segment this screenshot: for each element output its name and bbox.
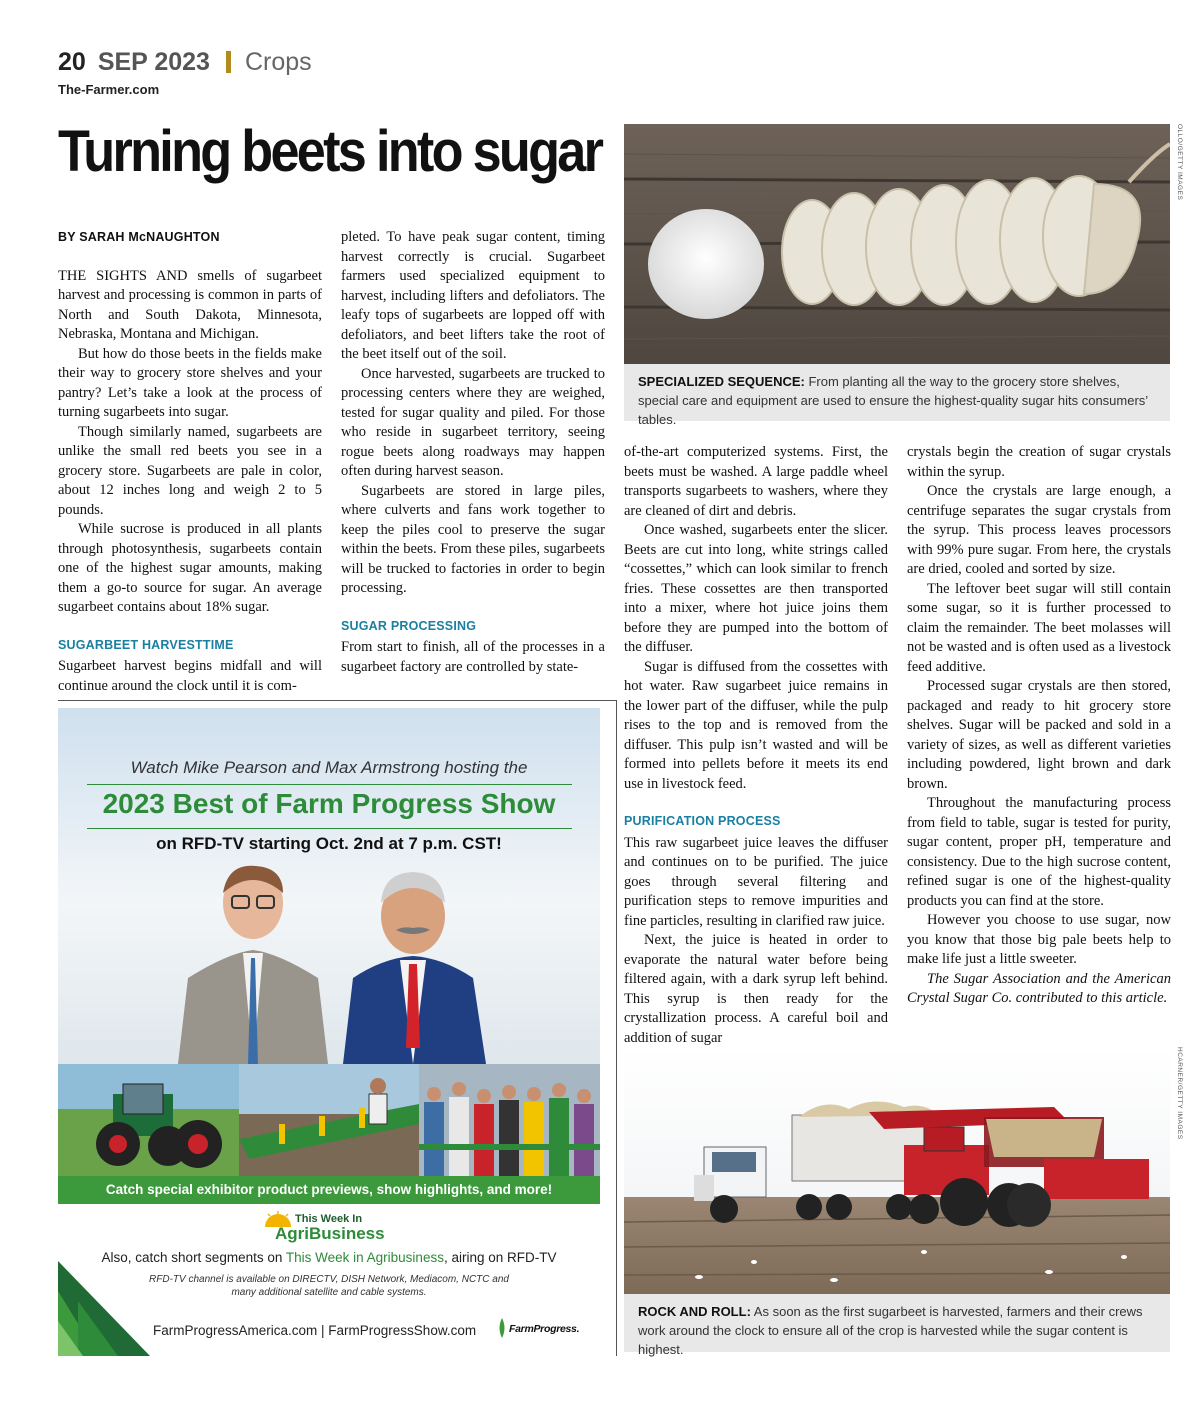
ad-fine-print: RFD-TV channel is available on DIRECTV, DISH Network, Mediacom, NCTC and many additional satellite and cable systems. <box>149 1274 509 1298</box>
site-url: The-Farmer.com <box>58 82 160 97</box>
also-show-name[interactable]: This Week in Agribusiness <box>285 1250 444 1265</box>
paragraph: Once washed, sugarbeets enter the slicer. Beets are cut into long, white strings called “cossettes,” which can look similar to french fries. These cossettes are then transported into a mixer, where hot juice joins them before they are pumped into the bottom of the diffuser. <box>624 522 888 655</box>
subhead: SUGAR PROCESSING <box>341 618 477 633</box>
article-column-2 <box>341 228 605 677</box>
triangle-graphic <box>58 1261 150 1356</box>
logo-main-text: AgriBusiness <box>275 1224 385 1243</box>
article-credit: The Sugar Association and the American Crystal Sugar Co. contributed to this article. <box>907 970 1171 1006</box>
ad-highlights-band: Catch special exhibitor product previews, show highlights, and more! <box>58 1176 600 1204</box>
logo-top-text: This Week In <box>295 1213 363 1225</box>
ad-rule <box>87 828 572 829</box>
sugar-beet-photo <box>624 124 1170 364</box>
folio-divider <box>226 51 231 73</box>
subhead: PURIFICATION PROCESS <box>624 814 781 828</box>
sugar-beet-illustration <box>624 124 1170 364</box>
planter-photo <box>239 1064 419 1176</box>
article-column-4 <box>907 443 1171 1009</box>
folio <box>58 46 312 78</box>
paragraph: Sugarbeet harvest begins midfall and will continue around the clock until it is com- <box>58 658 322 694</box>
ad-border-top <box>58 700 616 701</box>
paragraph: Processed sugar crystals are then stored, packaged and ready to hit grocery store shelves. Sugar will be packed and sold in a variety of sizes, as well as different varieties including powdered, light brown and dark brown. <box>907 678 1171 792</box>
paragraph: pleted. To have peak sugar content, timing harvest correctly is crucial. Sugarbeet farmers used specialized equipment to harvest, including lifters and defoliators. The leafy tops of sugarbeets are lopped off with defoliators, and beet lifters take the root of the beet itself out of the soil. <box>341 229 605 362</box>
page-number: 20 <box>58 47 86 76</box>
caption-label: SPECIALIZED SEQUENCE: <box>638 374 805 389</box>
ad-rule <box>87 784 572 785</box>
paragraph: Sugar is diffused from the cossettes with hot water. Raw sugarbeet juice remains in the lower part of the diffuser, while the pulp rises to the top and is removed from the diffuser. This pulp isn’t wasted and will be formed into pellets before it meets its end use in livestock feed. <box>624 658 888 792</box>
farm-progress-logo <box>495 1314 590 1340</box>
caption-text: As soon as the first sugarbeet is harvested, farmers and their crews work around the clock to ensure all of the crop is harvested while the sugar content is highest. <box>638 1304 1143 1357</box>
also-prefix: Also, catch short segments on <box>101 1250 286 1265</box>
paragraph: Once harvested, sugarbeets are trucked to processing centers where they are weighed, tested for sugar quality and piled. For those who reside in sugarbeet territory, seeing rogue beets along roadways may happen often during harvest season. <box>341 365 605 479</box>
paragraph: But how do those beets in the fields make their way to grocery store shelves and your pantry? Let’s take a look at the process of turning sugarbeets into sugar. <box>58 345 322 420</box>
paragraph: Next, the juice is heated in order to evaporate the natural water before being filtered again, with a dark syrup left behind. This syrup is then ready for the crystallization process. A careful boil and addition of sugar <box>624 932 888 1046</box>
harvest-photo <box>624 1047 1170 1294</box>
paragraph: Though similarly named, sugarbeets are unlike the small red beets you see in a grocery store. Sugarbeets are pale in color, about 12 inches long and weigh 2 to 5 pounds. <box>58 423 322 518</box>
caption-label: ROCK AND ROLL: <box>638 1304 751 1319</box>
tractor-photo <box>58 1064 239 1176</box>
ad-watch-line: Watch Mike Pearson and Max Armstrong hosting the <box>130 758 528 777</box>
paragraph: From start to finish, all of the processes in a sugarbeet factory are controlled by state- <box>341 639 605 675</box>
hosts-photo <box>168 858 498 1064</box>
harvest-illustration <box>624 1047 1170 1294</box>
ad-subtitle: on RFD-TV starting Oct. 2nd at 7 p.m. CST! <box>156 834 502 853</box>
paragraph: crystals begin the creation of sugar crystals within the syrup. <box>907 444 1171 480</box>
crowd-photo <box>419 1064 600 1176</box>
paragraph: However you choose to use sugar, now you know that those big pale beets help to make life just a little sweeter. <box>907 912 1171 967</box>
ad-title: 2023 Best of Farm Progress Show <box>102 788 556 819</box>
paragraph: Throughout the manufacturing process from field to table, sugar is tested for purity, sugar content, proper pH, temperature and consistency. Due to the high sucrose content, refined sugar is one of the highest-quality products you can find at the store. <box>907 795 1171 909</box>
paragraph: While sucrose is produced in all plants through photosynthesis, sugarbeets contain one of the highest sugar amounts, making them a go-to source for sugar. An average sugarbeet contains about 18% sugar. <box>58 521 322 615</box>
article-column-3 <box>624 443 888 1048</box>
photo-credit: OLLO/GETTY IMAGES <box>1176 124 1183 201</box>
photo-caption <box>624 1294 1170 1357</box>
this-week-in-agribusiness-logo <box>263 1211 398 1247</box>
photo-caption <box>624 364 1170 427</box>
photo-credit: HCARNER/GETTY IMAGES <box>1176 1047 1183 1140</box>
ad-photo-strip <box>58 1064 600 1176</box>
paragraph: The leftover beet sugar will still contain some sugar, so it is further processed to claim the remainder. The beet molasses will not be wasted and is often used as a livestock feed additive. <box>907 580 1171 675</box>
section-name: Crops <box>244 47 312 76</box>
ad-border-right <box>616 700 617 1356</box>
paragraph: THE SIGHTS AND smells of sugarbeet harvest and processing is common in parts of North and South Dakota, Minnesota, Nebraska, Montana and Michigan. <box>58 267 322 342</box>
subhead: SUGARBEET HARVESTTIME <box>58 637 234 652</box>
article-column-1 <box>58 228 322 696</box>
caption-text: From planting all the way to the grocery store shelves, special care and equipment are used to ensure the highest-quality sugar hits consumers’ tables. <box>638 374 1148 427</box>
farm-progress-ad[interactable] <box>58 708 600 1356</box>
paragraph: Once the crystals are large enough, a centrifuge separates the sugar crystals from the syrup. This process leaves processors with 99% pure sugar. From here, the crystals are dried, cooled and sorted by size. <box>907 483 1171 577</box>
also-suffix: , airing on RFD-TV <box>443 1250 557 1265</box>
farm-progress-wordmark: FarmProgress. <box>509 1323 580 1335</box>
paragraph: Sugarbeets are stored in large piles, where culverts and fans work together to keep the piles cool to preserve the sugar within the beets. From these piles, sugarbeets will be trucked to factories in order to begin processing. <box>341 482 605 596</box>
issue-date: SEP 2023 <box>97 47 210 76</box>
paragraph: of-the-art computerized systems. First, the beets must be washed. A large paddle wheel transports sugarbeets to washers, where they are cleaned of dirt and debris. <box>624 444 888 519</box>
leaf-icon <box>495 1316 509 1338</box>
byline: BY SARAH McNAUGHTON <box>58 230 220 244</box>
paragraph: This raw sugarbeet juice leaves the diffuser and continues on to be purified. The juice goes through several filtering and purification steps to remove impurities and fine particles, resulting in clarified raw juice. <box>624 834 888 929</box>
ad-urls[interactable]: FarmProgressAmerica.com | FarmProgressShow.com <box>153 1323 477 1338</box>
headline: Turning beets into sugar <box>58 119 602 184</box>
